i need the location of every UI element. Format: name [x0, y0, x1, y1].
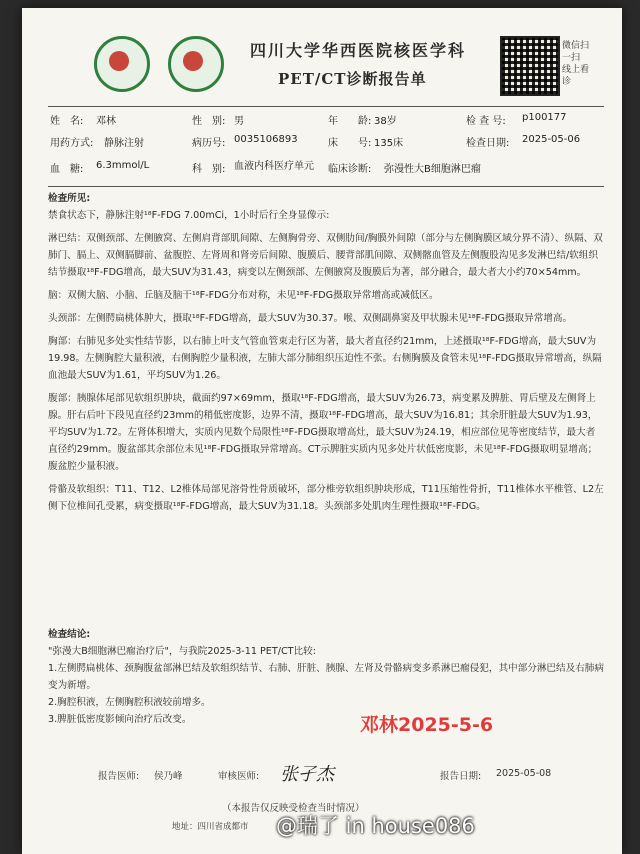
findings-lymph: 淋巴结：双侧颈部、左侧腋窝、左侧肩背部肌间隙、左侧胸骨旁、双侧肋间/胸膜外间隙（部分与左侧胸膜区域分界不清）、纵隔、双肺门、膈上、双侧膈脚前、盆腹腔、左肾周和肾旁后间隙、腹膜后、腰背部肌间隙、双侧髂血管及左侧腹股沟见多发淋巴结/软组织结节摄取¹⁸F-FDG增高，最大SUV为31.43，病变以左侧颈部、左侧腋窝及腹膜后为著，部分融合，最大者大小约70×54mm。 [48, 233, 603, 278]
record-no: 0035106893 [234, 134, 298, 145]
findings-section [48, 190, 604, 515]
hospital-name: 四川大学华西医院核医学科 [250, 41, 467, 60]
findings-neck: 头颈部：左侧腭扁桃体肿大，摄取¹⁸F-FDG增高，最大SUV为30.37。喉、双侧副鼻窦及甲状腺未见¹⁸F-FDG摄取异常增高。 [48, 313, 573, 324]
method: 静脉注射 [104, 138, 144, 149]
clinical-diagnosis: 弥漫性大B细胞淋巴瘤 [384, 164, 481, 175]
method-label: 用药方式: [50, 138, 94, 149]
qr-caption: 微信扫一扫 线上看诊 [562, 41, 590, 87]
sex-label: 性 别: [192, 116, 226, 127]
bed-no: 135床 [374, 138, 404, 149]
exam-date: 2025-05-06 [522, 134, 581, 145]
divider [48, 106, 604, 107]
conclusion-item: 2.胸腔积液，左侧胸腔积液较前增多。 [48, 697, 211, 708]
conclusion-item: 1.左侧腭扁桃体、颈胸腹盆部淋巴结及软组织结节、右肺、肝脏、胰腺、左肾及骨骼病变多系淋巴瘤侵犯，其中部分淋巴结及右肺病变为新增。 [48, 663, 604, 691]
conclusion-item: 3.脾脏低密度影倾向治疗后改变。 [48, 714, 192, 725]
address: 地址：四川省成都市 [172, 822, 249, 832]
exam-no-label: 检 查 号: [466, 116, 506, 127]
report-title: PET/CT诊断报告单 [278, 70, 427, 88]
diagnosis-label: 临床诊断: [328, 164, 372, 175]
exam-no: p100177 [522, 112, 567, 123]
report-date: 2025-05-08 [496, 768, 552, 779]
name-label: 姓 名: [50, 116, 84, 127]
findings-bone: 骨骼及软组织：T11、T12、L2椎体局部见溶骨性骨质破坏，部分椎旁软组织肿块形成，T11压缩性骨折，T11椎体水平椎管、L2左侧下位椎间孔受累，病变摄取¹⁸F-FDG增高，最大SUV为31.18。头颈部多处肌肉生理性摄取¹⁸F-FDG。 [48, 484, 604, 512]
watermark: @瑞了 in house086 [276, 814, 475, 838]
divider [48, 186, 604, 187]
patient-name: 邓林 [96, 116, 116, 127]
glucose: 6.3mmol/L [96, 160, 150, 171]
findings-brain: 脑：双侧大脑、小脑、丘脑及脑干¹⁸F-FDG分布对称，未见¹⁸F-FDG摄取异常增高或减低区。 [48, 290, 439, 301]
record-label: 病历号: [192, 138, 226, 149]
age-label: 年 龄: [328, 116, 372, 127]
findings-title: 检查所见: [48, 193, 91, 204]
handwritten-annotation: 邓林2025-5-6 [360, 714, 494, 736]
report-sheet [22, 8, 622, 854]
department-logo [168, 36, 224, 92]
conclusion-title: 检查结论: [48, 629, 91, 640]
patient-age: 38岁 [374, 116, 397, 127]
qr-code[interactable] [500, 36, 560, 96]
conclusion-section [48, 626, 604, 728]
findings-intro: 禁食状态下，静脉注射¹⁸F-FDG 7.00mCi，1小时后行全身显像示: [48, 210, 330, 221]
findings-abdomen: 腹部：胰腺体尾部见软组织肿块，截面约97×69mm，摄取¹⁸F-FDG增高，最大SUV为26.73，病变累及脾脏、胃后壁及左侧肾上腺。肝右后叶下段见直径约23mm的稍低密度影，边界不清，摄取¹⁸F-FDG增高，最大SUV为16.81；其余肝脏最大SUV为1.93，平均SUV为1.72。左肾体积增大，实质内见数个局限性¹⁸F-FDG摄取增高灶，最大SUV为24.19，相应部位见等密度结节，最大者直径约29mm。腹盆部其余部位未见¹⁸F-FDG摄取异常增高。CT示脾脏实质内见多处片状低密度影，未见¹⁸F-FDG摄取明显增高；腹盆腔少量积液。 [48, 393, 598, 472]
reviewer-signature: 张孑杰 [280, 764, 334, 785]
dept-label: 科 别: [192, 164, 226, 175]
reviewer-label: 审核医师: [218, 771, 260, 782]
report-doctor: 侯乃峰 [154, 771, 183, 782]
bed-label: 床 号: [328, 138, 372, 149]
patient-sex: 男 [234, 116, 244, 127]
conclusion-intro: "弥漫大B细胞淋巴瘤治疗后"，与我院2025-3-11 PET/CT比较: [48, 646, 316, 657]
findings-chest: 胸部：右肺见多处实性结节影，以右肺上叶支气管血管束走行区为著，最大者直径约21mm，上述摄取¹⁸F-FDG增高，最大SUV为19.98。左侧胸腔大量积液，右侧胸腔少量积液，左肺大部分肺组织压迫性不张。右侧胸膜及食管未见¹⁸F-FDG摄取异常增高，纵隔血池最大SUV为1.61，平均SUV为1.26。 [48, 336, 602, 381]
glucose-label: 血 糖: [50, 164, 84, 175]
doctor-label: 报告医师: [98, 771, 140, 782]
date-label: 检查日期: [466, 138, 510, 149]
disclaimer: （本报告仅反映受检查当时情况） [222, 803, 365, 814]
department: 血液内科医疗单元 [234, 161, 314, 172]
hospital-logo [94, 36, 150, 92]
report-date-label: 报告日期: [440, 771, 482, 782]
